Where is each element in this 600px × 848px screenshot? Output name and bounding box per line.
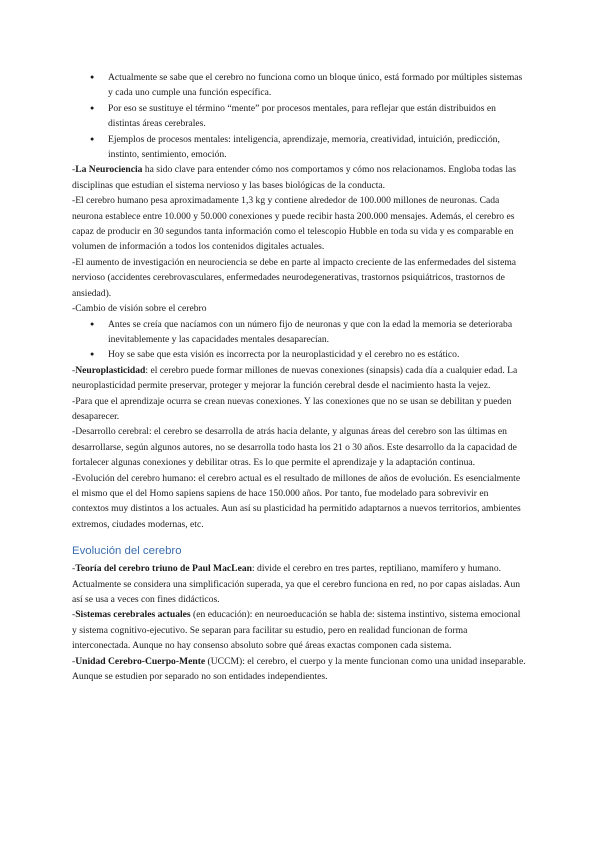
term-uccm: Unidad Cerebro-Cuerpo-Mente — [75, 655, 206, 667]
term-sistemas: Sistemas cerebrales actuales — [75, 609, 191, 621]
paragraph-text: (en educación): en neuroeducación se habla de: sistema instintivo, sistema emocional y sistema cognitivo-ejecutivo. Se separan para facilitar su estudio, pero en realidad funcionan de forma interconectada. Aunque no hay consenso absoluto sobre qué áreas exactas componen cada sistema. — [72, 609, 521, 652]
bullet-item: ● Ejemplos de procesos mentales: inteligencia, aprendizaje, memoria, creatividad, intuición, predicción, instinto, sentimiento, emoción. — [72, 132, 527, 163]
term-maclean: Teoría del cerebro triuno de Paul MacLean — [75, 563, 252, 575]
paragraph-sistemas — [72, 607, 527, 653]
paragraph-neurociencia — [72, 162, 527, 193]
term-neurociencia: La Neurociencia — [75, 164, 143, 176]
bullet-list-cambio — [72, 317, 527, 363]
paragraph-text: ha sido clave para entender cómo nos comportamos y cómo nos relacionamos. Engloba todas las disciplinas que estudian el sistema nervioso y las bases biológicas de la conducta. — [72, 164, 516, 191]
dash: - — [72, 563, 76, 575]
term-neuroplasticidad: Neuroplasticidad — [75, 364, 146, 376]
paragraph-cambio-vision: -Cambio de visión sobre el cerebro — [72, 303, 207, 315]
bullet-item: ● Por eso se sustituye el término “mente” por procesos mentales, para reflejar que están distribuidos en distintas áreas cerebrales. — [72, 101, 527, 132]
dash: - — [72, 655, 76, 667]
paragraph-aumento-investigacion: -El aumento de investigación en neurociencia se debe en parte al impacto creciente de las enfermedades del sistema nervioso (accidentes cerebrovasculares, enfermedades neurodegenerativas, trastornos psiquiátricos, trastornos de ansiedad). — [72, 256, 517, 299]
paragraph-text: : el cerebro puede formar millones de nuevas conexiones (sinapsis) cada día a cualquier edad. La neuroplasticidad permite preservar, proteger y mejorar la función cerebral desde el nacimiento hasta la vejez. — [72, 364, 518, 392]
dash: - — [72, 609, 76, 621]
paragraph-desarrollo: -Desarrollo cerebral: el cerebro se desarrolla de atrás hacia delante, y algunas áreas del cerebro son las últimas en desarrollarse, según algunos autores, no se desarrolla todo hasta los 21 o 30 años. Este desarrollo da la capacidad de fortalecer algunas conexiones y debilitar otras. Es lo que permite el aprendizaje y la adaptación continua. — [72, 426, 517, 469]
dash: - — [72, 164, 76, 176]
dash: - — [72, 364, 76, 376]
document-body — [72, 70, 527, 684]
paragraph-aprendizaje: -Para que el aprendizaje ocurra se crean nuevas conexiones. Y las conexiones que no se usan se debilitan y pueden desaparecer. — [72, 395, 512, 422]
paragraph-uccm — [72, 654, 527, 685]
bullet-list-procesos — [72, 70, 527, 162]
paragraph-text: : divide el cerebro en tres partes, reptiliano, mamífero y humano. Actualmente se considera una simplificación superada, ya que el cerebro funciona en red, no por capas aisladas. Aun así se usa a veces con fines didácticos. — [72, 563, 521, 605]
paragraph-evolucion-humano: -Evolución del cerebro humano: el cerebro actual es el resultado de millones de años de evolución. Es esencialmente el mismo que el del Homo sapiens sapiens de hace 150.000 años. Por tanto, fue modelado para sobrevivir en contextos muy distintos a los actuales. Aun así su plasticidad ha permitido adaptarnos a nuevos territorios, ambientes extremos, ciudades modernas, etc. — [72, 472, 521, 530]
paragraph-neuroplasticidad — [72, 363, 527, 394]
paragraph-maclean — [72, 561, 527, 607]
paragraph-peso-cerebro: -El cerebro humano pesa aproximadamente 1,3 kg y contiene alrededor de 100.000 millones de neuronas. Cada neurona establece entre 10.000 y 50.000 conexiones y puede recibir hasta 200.000 mensajes. Además, el cerebro es capaz de producir en 30 segundos tanta información como el telescopio Hubble en toda su vida y es comparable en volumen de información a todos los contenidos digitales actuales. — [72, 195, 515, 253]
section-heading: Evolución del cerebro — [72, 545, 182, 558]
bullet-item: ● Hoy se sabe que esta visión es incorrecta por la neuroplasticidad y el cerebro no es estático. — [72, 347, 527, 362]
bullet-item: ● Actualmente se sabe que el cerebro no funciona como un bloque único, está formado por múltiples sistemas y cada uno cumple una función específica. — [72, 70, 527, 101]
bullet-item: ● Antes se creía que nacíamos con un número fijo de neuronas y que con la edad la memoria se deterioraba inevitablemente y las capacidades mentales desaparecían. — [72, 317, 527, 348]
paragraph-text: (UCCM): el cerebro, el cuerpo y la mente funcionan como una unidad inseparable. Aunque se estudien por separado no son entidades independientes. — [72, 655, 526, 683]
